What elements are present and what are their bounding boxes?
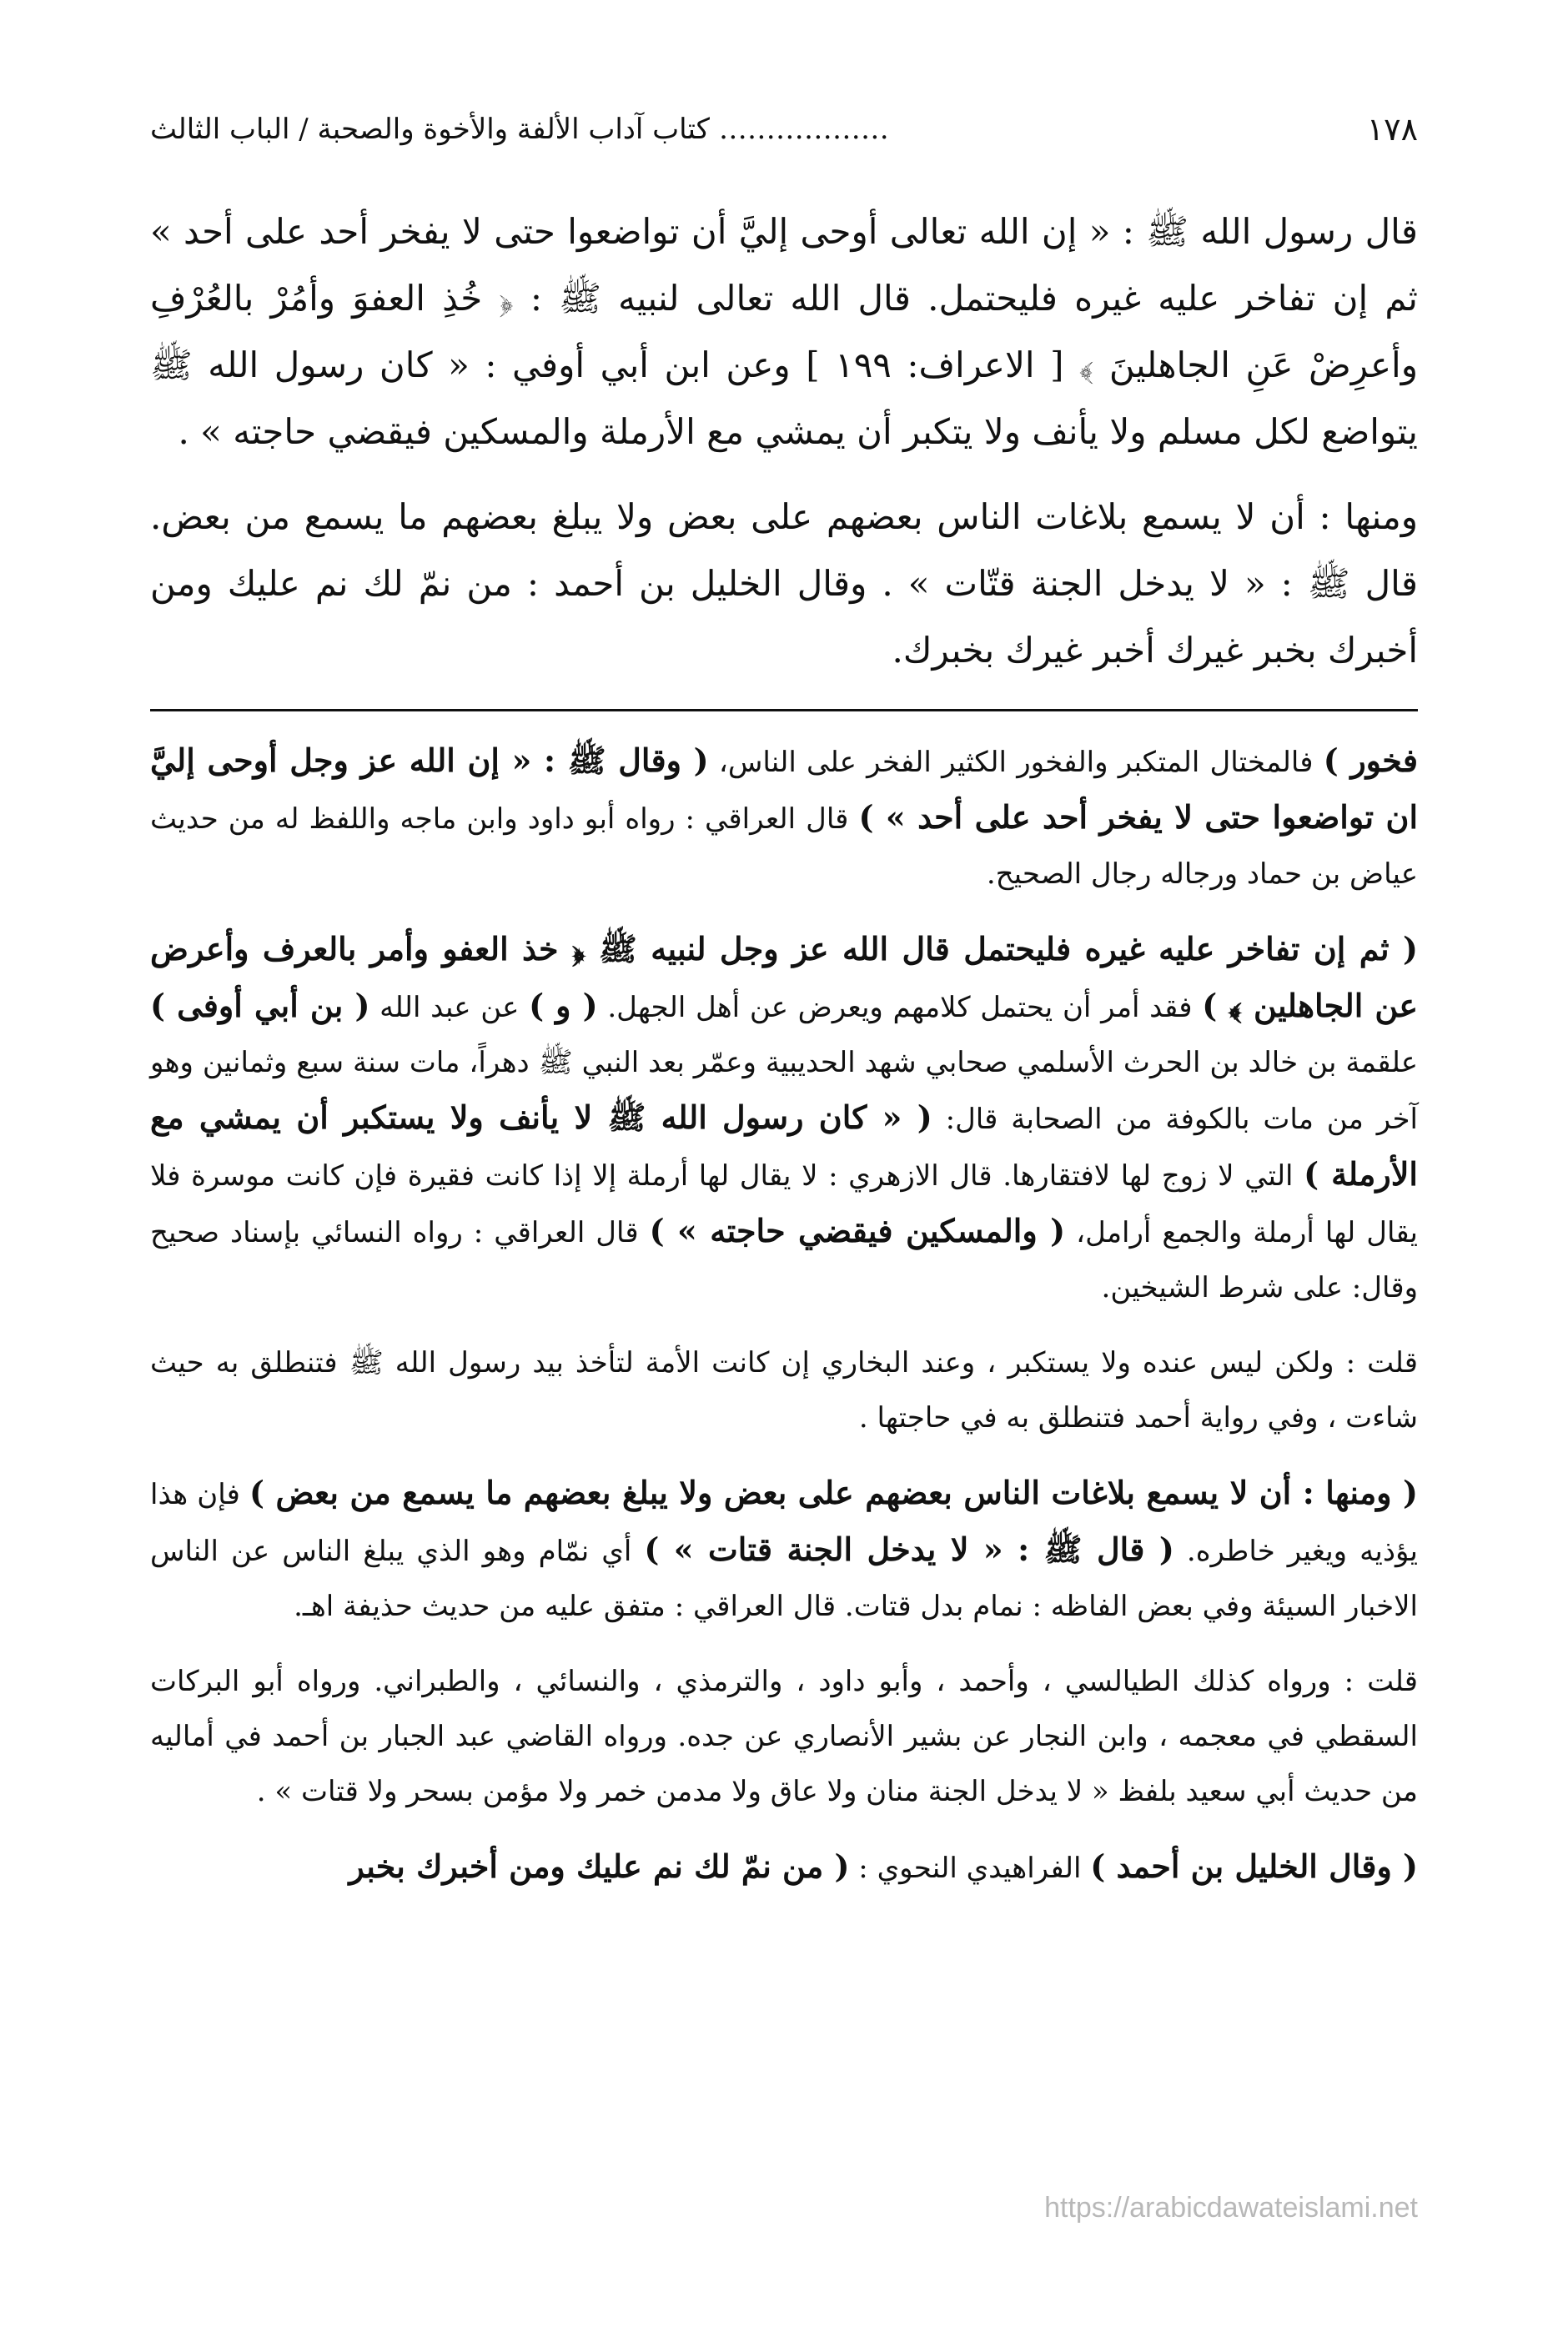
commentary-text: قال العراقي : رواه النسائي بإسناد صحيح وقال: على شرط الشيخين.	[150, 1216, 1418, 1304]
watermark: https://arabicdawateislami.net	[1044, 2192, 1418, 2224]
commentary-paragraph	[150, 922, 1418, 1315]
commentary-paragraph	[150, 1839, 1418, 1896]
commentary	[150, 733, 1418, 1896]
main-text	[150, 199, 1418, 684]
page-number: ١٧٨	[1366, 111, 1418, 148]
quoted-text: ( من نمّ لك نم عليك ومن أخبرك بخبر	[349, 1847, 850, 1885]
quoted-text: ( « كان رسول الله ﷺ لا يأنف ولا يستكبر أن يمشي مع الأرملة )	[150, 1098, 1418, 1193]
running-title-dots: ………………	[718, 113, 889, 146]
commentary-text: فالمختال المتكبر والفخور الكثير الفخر على الناس،	[708, 746, 1324, 779]
quoted-text: ( ومنها : أن لا يسمع بلاغات الناس بعضهم على بعض ولا يبلغ بعضهم ما يسمع من بعض )	[249, 1474, 1419, 1511]
quoted-text: ( و )	[529, 987, 598, 1024]
main-paragraph: قال رسول الله ﷺ : « إن الله تعالى أوحى إليَّ أن تواضعوا حتى لا يفخر أحد على أحد » ثم إن تفاخر عليه غيره فليحتمل. قال الله تعالى لنبيه ﷺ : ﴿ خُذِ العفوَ وأمُرْ بالعُرْفِ وأعرِضْ عَنِ الجاهلينَ ﴾ [ الاعراف: ١٩٩ ] وعن ابن أبي أوفي : « كان رسول الله ﷺ يتواضع لكل مسلم ولا يأنف ولا يتكبر أن يمشي مع الأرملة والمسكين فيقضي حاجته » .	[150, 211, 1418, 452]
quoted-text: ( وقال ﷺ : « إن الله عز وجل أوحى إليَّ ان تواضعوا حتى لا يفخر أحد على أحد » )	[150, 741, 1418, 836]
divider	[150, 709, 1418, 711]
commentary-text: علقمة بن خالد بن الحرث الأسلمي صحابي شهد الحديبية وعمّر بعد النبي ﷺ دهراً، مات سنة سبع وثمانين وهو آخر من مات بالكوفة من الصحابة قال:	[150, 1046, 1418, 1136]
quoted-text: ( وقال الخليل بن أحمد )	[1090, 1847, 1418, 1885]
commentary-text: أي نمّام وهو الذي يبلغ الناس عن الناس الاخبار السيئة وفي بعض الفاظه : نمام بدل قتات. قال العراقي : متفق عليه من حديث حذيفة اهـ.	[150, 1535, 1418, 1623]
quoted-text: فخور )	[1323, 741, 1419, 779]
book-page	[150, 100, 1418, 1916]
commentary-paragraph	[150, 1465, 1418, 1634]
commentary-paragraph: قلت : ولكن ليس عنده ولا يستكبر ، وعند البخاري إن كانت الأمة لتأخذ بيد رسول الله ﷺ فتنطلق به حيث شاءت ، وفي رواية أحمد فتنطلق به في حاجتها .	[150, 1346, 1418, 1435]
quoted-text: ( والمسكين فيقضي حاجته » )	[649, 1212, 1066, 1249]
quoted-text: ( قال ﷺ : « لا يدخل الجنة قتات » )	[644, 1530, 1174, 1568]
commentary-text: فإن هذا يؤذيه ويغير خاطره.	[150, 1478, 1419, 1568]
commentary-text: قال العراقي : رواه أبو داود وابن ماجه واللفظ له من حديث عياض بن حماد ورجاله رجال الصحيح.	[150, 802, 1418, 891]
running-title-text: كتاب آداب الألفة والأخوة والصحبة / الباب الثالث	[150, 113, 710, 146]
commentary-text: فقد أمر أن يحتمل كلامهم ويعرض عن أهل الجهل.	[597, 991, 1203, 1024]
commentary-text: عن عبد الله	[369, 991, 530, 1024]
page-header	[150, 100, 1418, 158]
commentary-paragraph: قلت : ورواه كذلك الطيالسي ، وأحمد ، وأبو داود ، والترمذي ، والنسائي ، والطبراني. ورواه أبو البركات السقطي في معجمه ، وابن النجار عن بشير الأنصاري عن جده. ورواه القاضي عبد الجبار بن أحمد في أماليه من حديث أبي سعيد بلفظ « لا يدخل الجنة منان ولا عاق ولا مدمن خمر ولا مؤمن بسحر ولا قتات » .	[150, 1665, 1418, 1808]
commentary-paragraph	[150, 733, 1418, 902]
commentary-text: الفراهيدي النحوي :	[849, 1852, 1091, 1885]
main-paragraph: ومنها : أن لا يسمع بلاغات الناس بعضهم على بعض ولا يبلغ بعضهم ما يسمع من بعض. قال ﷺ : « لا يدخل الجنة قتّات » . وقال الخليل بن أحمد : من نمّ لك نم عليك ومن أخبرك بخبر غيرك أخبر غيرك بخبرك.	[150, 496, 1418, 671]
quoted-text: ( بن أبي أوفى )	[150, 987, 370, 1024]
running-title	[150, 113, 889, 146]
quoted-text: ( ثم إن تفاخر عليه غيره فليحتمل قال الله عز وجل لنبيه ﷺ ﴿ خذ العفو وأمر بالعرف وأعرض عن الجاهلين ﴾ )	[150, 930, 1418, 1024]
commentary-text: التي لا زوج لها لافتقارها. قال الازهري : لا يقال لها أرملة إلا إذا كانت فقيرة فإن كانت موسرة فلا يقال لها أرملة والجمع أرامل،	[150, 1159, 1418, 1249]
